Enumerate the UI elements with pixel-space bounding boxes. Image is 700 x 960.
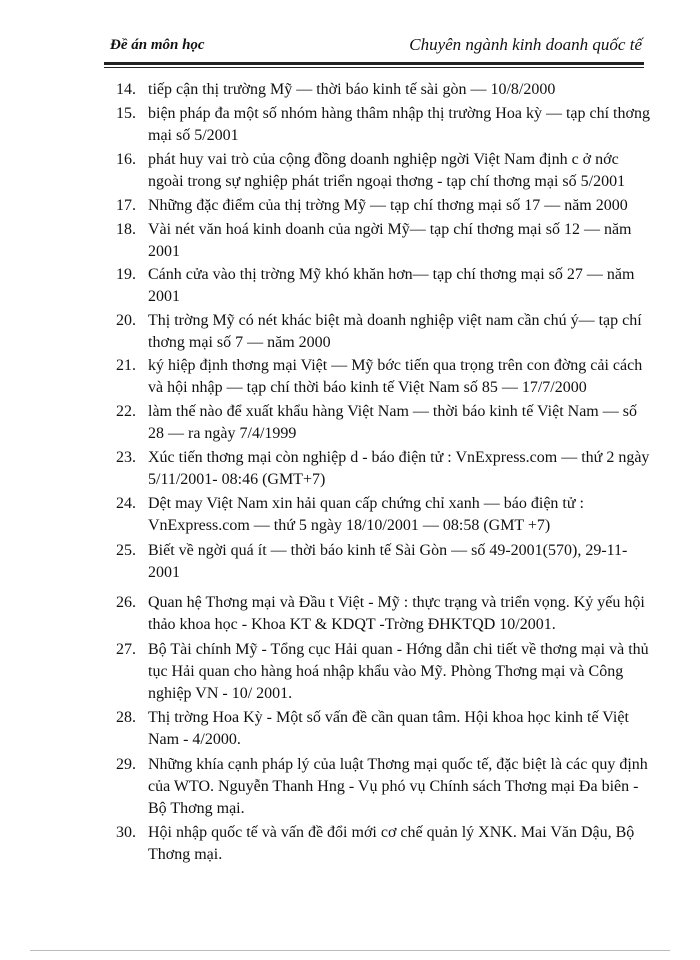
reference-text: phát huy vai trò của cộng đồng doanh nghiệp ngời Việt Nam định c ở nớc ngoài trong sự nghiệp phát triển ngoại thơng - tạp chí thơng mại số 5/2001: [148, 151, 626, 190]
reference-text: Bộ Tài chính Mỹ - Tổng cục Hải quan - Hớng dẫn chi tiết về thơng mại và thủ tục Hải quan cho hàng hoá nhập khẩu vào Mỹ. Phòng Thơng mại và Công nghiệp VN - 10/ 2001.: [148, 641, 649, 702]
reference-number: 17.: [116, 197, 136, 214]
reference-number: 28.: [116, 709, 136, 726]
reference-number: 20.: [116, 312, 136, 329]
reference-item: [116, 355, 650, 399]
header-rule-thick: [104, 62, 644, 65]
reference-text: Quan hệ Thơng mại và Đầu t Việt - Mỹ : thực trạng và triển vọng. Kỷ yếu hội thảo khoa học - Khoa KT & KDQT -Trờng ĐHKTQD 10/2001.: [148, 594, 645, 633]
reference-item: [116, 310, 650, 354]
reference-item: [116, 264, 650, 308]
reference-number: 22.: [116, 403, 136, 420]
reference-number: 27.: [116, 641, 136, 658]
reference-text: biện pháp đa một số nhóm hàng thâm nhập thị trường Hoa kỳ — tạp chí thơng mại số 5/2001: [148, 105, 650, 144]
reference-item: [116, 493, 650, 537]
reference-item: [116, 103, 650, 147]
reference-item: [116, 195, 650, 217]
reference-text: Cánh cửa vào thị trờng Mỹ khó khăn hơn— tạp chí thơng mại số 27 — năm 2001: [148, 266, 635, 305]
header-rule-thin: [104, 67, 644, 68]
header-course-title: Đề án môn học: [110, 37, 205, 53]
reference-number: 14.: [116, 81, 136, 98]
reference-item: [116, 592, 650, 636]
reference-text: Thị trờng Hoa Kỳ - Một số vấn đề cần quan tâm. Hội khoa học kinh tế Việt Nam - 4/2000.: [148, 709, 629, 748]
reference-number: 21.: [116, 357, 136, 374]
page-bottom-edge: [30, 950, 670, 951]
reference-number: 19.: [116, 266, 136, 283]
reference-number: 25.: [116, 542, 136, 559]
reference-text: làm thế nào để xuất khẩu hàng Việt Nam — thời báo kinh tế Việt Nam — số 28 — ra ngày 7/4/1999: [148, 403, 637, 442]
reference-item: [116, 707, 650, 751]
reference-number: 23.: [116, 449, 136, 466]
reference-item: [116, 639, 650, 705]
reference-text: ký hiệp định thơng mại Việt — Mỹ bớc tiến qua trọng trên con đờng cải cách và hội nhập — tạp chí thời báo kinh tế Việt Nam số 85 — 17/7/2000: [148, 357, 643, 396]
reference-item: [116, 79, 650, 101]
reference-number: 26.: [116, 594, 136, 611]
header-major-title: Chuyên ngành kinh doanh quốc tế: [409, 35, 642, 54]
reference-item: [116, 401, 650, 445]
reference-item: [116, 540, 650, 584]
reference-number: 18.: [116, 221, 136, 238]
reference-text: tiếp cận thị trường Mỹ — thời báo kinh tế sài gòn — 10/8/2000: [148, 81, 556, 98]
page-header: [104, 34, 644, 60]
reference-item: [116, 219, 650, 263]
reference-text: Những đặc điểm của thị trờng Mỹ — tạp chí thơng mại số 17 — năm 2000: [148, 197, 628, 214]
reference-item: [116, 754, 650, 820]
reference-text: Biết về ngời quá ít — thời báo kinh tế Sài Gòn — số 49-2001(570), 29-11-2001: [148, 542, 628, 581]
reference-text: Xúc tiến thơng mại còn nghiệp d - báo điện tử : VnExpress.com — thứ 2 ngày 5/11/2001- 08:46 (GMT+7): [148, 449, 650, 488]
reference-text: Dệt may Việt Nam xin hải quan cấp chứng chỉ xanh — báo điện tử : VnExpress.com — thứ 5 ngày 18/10/2001 — 08:58 (GMT +7): [148, 495, 584, 534]
reference-number: 24.: [116, 495, 136, 512]
reference-number: 15.: [116, 105, 136, 122]
reference-item: [116, 822, 650, 866]
reference-item: [116, 447, 650, 491]
reference-number: 16.: [116, 151, 136, 168]
reference-text: Hội nhập quốc tế và vấn đề đổi mới cơ chế quản lý XNK. Mai Văn Dậu, Bộ Thơng mại.: [148, 824, 635, 863]
reference-number: 30.: [116, 824, 136, 841]
reference-text: Thị trờng Mỹ có nét khác biệt mà doanh nghiệp việt nam cần chú ý— tạp chí thơng mại số 7 — năm 2000: [148, 312, 642, 351]
reference-text: Vài nét văn hoá kinh doanh của ngời Mỹ— tạp chí thơng mại số 12 — năm 2001: [148, 221, 632, 260]
reference-item: [116, 149, 650, 193]
reference-text: Những khía cạnh pháp lý của luật Thơng mại quốc tế, đặc biệt là các quy định của WTO. Nguyễn Thanh Hng - Vụ phó vụ Chính sách Thơng mại Đa biên - Bộ Thơng mại.: [148, 756, 648, 817]
reference-number: 29.: [116, 756, 136, 773]
